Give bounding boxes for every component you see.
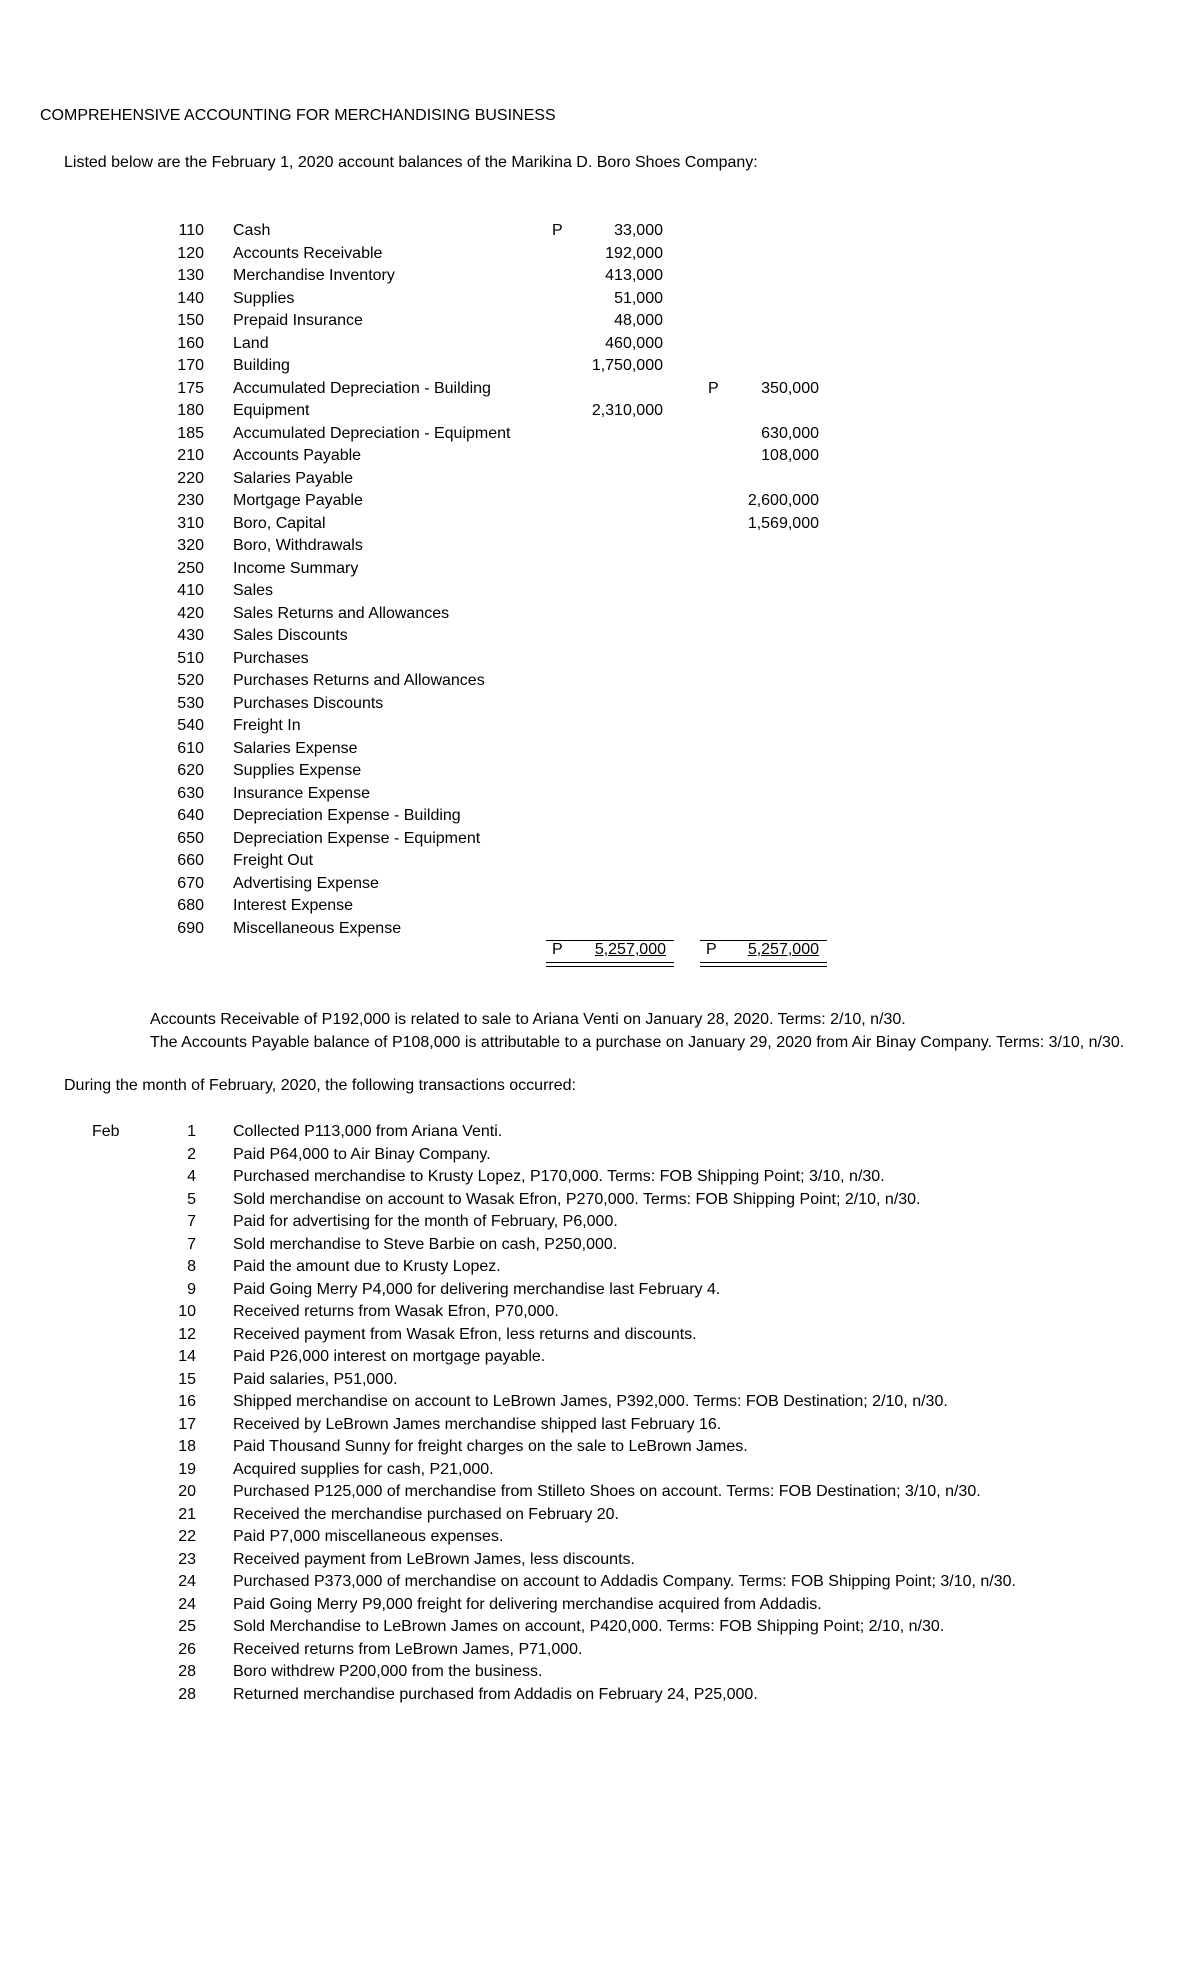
credit-amount: 2,600,000	[747, 492, 819, 509]
note-receivable: Accounts Receivable of P192,000 is related to sale to Ariana Venti on January 28, 2020. Terms: 2/10, n/30.	[150, 1011, 906, 1028]
transaction-day: 18	[178, 1438, 196, 1455]
account-number: 170	[177, 357, 204, 374]
account-name: Accumulated Depreciation - Equipment	[233, 424, 511, 442]
account-row	[0, 672, 1200, 694]
debit-amount: 51,000	[614, 289, 663, 307]
transaction-day: 9	[187, 1280, 196, 1298]
account-name: Freight In	[233, 717, 301, 734]
transaction-row	[0, 1371, 1200, 1393]
transaction-day: 1	[187, 1123, 196, 1140]
account-number: 430	[177, 627, 204, 644]
account-number: 530	[177, 694, 204, 712]
transaction-row	[0, 1551, 1200, 1573]
transaction-day: 12	[178, 1325, 196, 1343]
account-name: Supplies	[233, 289, 295, 307]
account-row	[0, 650, 1200, 672]
note-payable: The Accounts Payable balance of P108,000 is attributable to a purchase on January 29, 2020 from Air Binay Company. Terms: 3/10, n/30.	[150, 1034, 1125, 1051]
transaction-day: 2	[187, 1145, 196, 1163]
transaction-description: Received by LeBrown James merchandise shipped last February 16.	[233, 1415, 722, 1433]
transaction-day: 14	[178, 1348, 196, 1365]
account-number: 610	[177, 739, 204, 757]
account-row	[0, 447, 1200, 469]
double-rule-debit	[546, 962, 674, 967]
transaction-description: Purchased merchandise to Krusty Lopez, P170,000. Terms: FOB Shipping Point; 3/10, n/30.	[233, 1168, 885, 1185]
transaction-row	[0, 1483, 1200, 1505]
account-row	[0, 470, 1200, 492]
account-name: Interest Expense	[233, 897, 354, 914]
account-name: Supplies Expense	[233, 762, 362, 779]
transaction-day: 28	[178, 1685, 196, 1703]
transaction-day: 19	[178, 1460, 196, 1478]
account-row	[0, 695, 1200, 717]
total-credit-prefix: P	[706, 941, 717, 958]
transaction-description: Received payment from LeBrown James, less discounts.	[233, 1550, 635, 1568]
transaction-row	[0, 1168, 1200, 1190]
account-number: 160	[177, 334, 204, 352]
transaction-description: Paid the amount due to Krusty Lopez.	[233, 1258, 501, 1275]
transaction-day: 8	[187, 1258, 196, 1275]
transaction-description: Received returns from Wasak Efron, P70,000.	[233, 1303, 559, 1320]
transaction-day: 17	[178, 1415, 196, 1433]
transaction-description: Paid P26,000 interest on mortgage payable.	[233, 1348, 546, 1365]
account-number: 670	[177, 874, 204, 892]
credit-amount: 350,000	[761, 379, 819, 397]
transaction-description: Acquired supplies for cash, P21,000.	[233, 1460, 494, 1478]
account-row	[0, 402, 1200, 424]
transaction-description: Paid Going Merry P4,000 for delivering merchandise last February 4.	[233, 1280, 721, 1298]
transaction-day: 26	[178, 1640, 196, 1658]
transaction-day: 28	[178, 1663, 196, 1680]
account-row	[0, 312, 1200, 334]
transaction-day: 4	[187, 1168, 196, 1185]
transaction-row	[0, 1258, 1200, 1280]
account-row	[0, 492, 1200, 514]
transaction-row	[0, 1686, 1200, 1708]
account-row	[0, 875, 1200, 897]
account-row	[0, 740, 1200, 762]
account-name: Cash	[233, 222, 271, 239]
transaction-day: 16	[178, 1393, 196, 1410]
total-debit-prefix: P	[552, 941, 563, 958]
credit-amount: 630,000	[761, 424, 819, 442]
account-name: Prepaid Insurance	[233, 312, 363, 329]
transaction-day: 24	[178, 1573, 196, 1590]
transaction-description: Sold merchandise to Steve Barbie on cash, P250,000.	[233, 1235, 618, 1253]
debit-amount: 2,310,000	[591, 402, 663, 419]
account-row	[0, 537, 1200, 559]
transaction-row	[0, 1618, 1200, 1640]
debit-amount: 33,000	[614, 222, 663, 239]
transaction-row	[0, 1641, 1200, 1663]
transaction-day: 25	[178, 1618, 196, 1635]
account-row	[0, 267, 1200, 289]
debit-amount: 192,000	[605, 244, 663, 262]
transaction-description: Received returns from LeBrown James, P71,000.	[233, 1640, 583, 1658]
account-name: Purchases Discounts	[233, 694, 384, 712]
account-number: 175	[177, 379, 204, 397]
account-number: 130	[177, 267, 204, 284]
account-name: Income Summary	[233, 559, 359, 577]
account-name: Insurance Expense	[233, 784, 370, 802]
transaction-description: Purchased P125,000 of merchandise from Stilleto Shoes on account. Terms: FOB Destination; 3/10, n/30.	[233, 1483, 981, 1500]
account-name: Accounts Payable	[233, 447, 362, 464]
account-number: 150	[177, 312, 204, 329]
transaction-row	[0, 1303, 1200, 1325]
account-number: 680	[177, 897, 204, 914]
account-name: Purchases Returns and Allowances	[233, 672, 485, 689]
account-row	[0, 357, 1200, 379]
account-name: Boro, Withdrawals	[233, 537, 363, 554]
account-name: Sales Discounts	[233, 627, 348, 644]
transaction-day: 5	[187, 1190, 196, 1208]
transaction-day: 24	[178, 1595, 196, 1613]
account-number: 540	[177, 717, 204, 734]
transaction-day: 10	[178, 1303, 196, 1320]
account-row	[0, 852, 1200, 874]
transaction-day: 7	[187, 1235, 196, 1253]
account-row	[0, 807, 1200, 829]
account-number: 185	[177, 424, 204, 442]
account-row	[0, 717, 1200, 739]
transaction-row	[0, 1506, 1200, 1528]
transaction-row	[0, 1326, 1200, 1348]
account-number: 230	[177, 492, 204, 509]
account-row	[0, 582, 1200, 604]
account-number: 250	[177, 559, 204, 577]
account-number: 650	[177, 829, 204, 847]
account-row	[0, 425, 1200, 447]
debit-amount: 460,000	[605, 334, 663, 352]
debit-amount: 48,000	[614, 312, 663, 329]
transaction-description: Boro withdrew P200,000 from the business.	[233, 1663, 543, 1680]
account-name: Building	[233, 357, 290, 374]
account-name: Salaries Expense	[233, 739, 358, 757]
transaction-row	[0, 1281, 1200, 1303]
account-name: Salaries Payable	[233, 469, 354, 487]
transaction-row	[0, 1461, 1200, 1483]
transaction-row	[0, 1573, 1200, 1595]
debit-amount: 413,000	[605, 267, 663, 284]
account-row	[0, 785, 1200, 807]
account-number: 310	[177, 514, 204, 532]
debit-currency: P	[552, 222, 563, 239]
account-name: Freight Out	[233, 852, 314, 869]
account-number: 320	[177, 537, 204, 554]
transaction-row	[0, 1416, 1200, 1438]
transaction-row	[0, 1596, 1200, 1618]
transaction-description: Paid for advertising for the month of February, P6,000.	[233, 1213, 618, 1230]
transaction-row	[0, 1663, 1200, 1685]
account-number: 220	[177, 469, 204, 487]
transaction-row	[0, 1146, 1200, 1168]
account-row	[0, 830, 1200, 852]
account-number: 510	[177, 649, 204, 667]
total-credit-amount: 5,257,000	[747, 941, 819, 958]
total-debit-amount: 5,257,000	[594, 941, 666, 958]
transaction-day: 7	[187, 1213, 196, 1230]
transaction-description: Sold merchandise on account to Wasak Efron, P270,000. Terms: FOB Shipping Point; 2/10, n/30.	[233, 1190, 921, 1208]
account-name: Boro, Capital	[233, 514, 326, 532]
account-number: 180	[177, 402, 204, 419]
account-number: 520	[177, 672, 204, 689]
transaction-row	[0, 1528, 1200, 1550]
credit-amount: 108,000	[761, 447, 819, 464]
transaction-description: Paid P7,000 miscellaneous expenses.	[233, 1528, 504, 1545]
account-name: Depreciation Expense - Equipment	[233, 829, 481, 847]
account-number: 420	[177, 604, 204, 622]
transaction-description: Sold Merchandise to LeBrown James on account, P420,000. Terms: FOB Shipping Point; 2/10, n/30.	[233, 1618, 945, 1635]
double-rule-credit	[700, 962, 827, 967]
transaction-description: Purchased P373,000 of merchandise on account to Addadis Company. Terms: FOB Shipping Point; 3/10, n/30.	[233, 1573, 1016, 1590]
account-row	[0, 335, 1200, 357]
transaction-day: 20	[178, 1483, 196, 1500]
account-number: 640	[177, 807, 204, 824]
transaction-description: Paid salaries, P51,000.	[233, 1370, 398, 1388]
transaction-description: Collected P113,000 from Ariana Venti.	[233, 1123, 503, 1140]
transaction-row	[0, 1213, 1200, 1235]
transaction-row	[0, 1191, 1200, 1213]
account-name: Advertising Expense	[233, 874, 379, 892]
transaction-day: 22	[178, 1528, 196, 1545]
account-name: Accumulated Depreciation - Building	[233, 379, 491, 397]
intro-text: Listed below are the February 1, 2020 account balances of the Marikina D. Boro Shoes Company:	[64, 154, 758, 171]
transaction-row	[0, 1393, 1200, 1415]
transaction-row	[0, 1236, 1200, 1258]
page-title: COMPREHENSIVE ACCOUNTING FOR MERCHANDISING BUSINESS	[40, 107, 556, 124]
account-number: 110	[178, 222, 204, 239]
account-name: Accounts Receivable	[233, 244, 383, 262]
account-name: Equipment	[233, 402, 310, 419]
account-row	[0, 762, 1200, 784]
account-row	[0, 920, 1200, 942]
transaction-row	[0, 1123, 1200, 1145]
account-number: 630	[177, 784, 204, 802]
account-row	[0, 897, 1200, 919]
transaction-description: Returned merchandise purchased from Addadis on February 24, P25,000.	[233, 1685, 758, 1703]
account-name: Mortgage Payable	[233, 492, 363, 509]
transaction-description: Paid Going Merry P9,000 freight for delivering merchandise acquired from Addadis.	[233, 1595, 822, 1613]
transaction-description: Paid Thousand Sunny for freight charges on the sale to LeBrown James.	[233, 1438, 748, 1455]
transaction-day: 23	[178, 1550, 196, 1568]
account-number: 410	[177, 582, 204, 599]
transaction-description: Paid P64,000 to Air Binay Company.	[233, 1145, 491, 1163]
account-row	[0, 560, 1200, 582]
transactions-month: Feb	[92, 1123, 120, 1140]
transaction-row	[0, 1438, 1200, 1460]
account-number: 690	[177, 919, 204, 937]
transaction-row	[0, 1348, 1200, 1370]
account-row	[0, 515, 1200, 537]
transaction-description: Received the merchandise purchased on February 20.	[233, 1505, 619, 1523]
account-name: Merchandise Inventory	[233, 267, 395, 284]
account-name: Land	[233, 334, 269, 352]
account-name: Depreciation Expense - Building	[233, 807, 461, 824]
account-number: 140	[177, 289, 204, 307]
account-name: Purchases	[233, 649, 309, 667]
account-row	[0, 245, 1200, 267]
account-row	[0, 290, 1200, 312]
account-number: 210	[177, 447, 204, 464]
debit-amount: 1,750,000	[591, 357, 663, 374]
account-row	[0, 380, 1200, 402]
credit-currency: P	[708, 379, 719, 397]
account-name: Sales	[233, 582, 274, 599]
account-number: 620	[177, 762, 204, 779]
transaction-description: Received payment from Wasak Efron, less returns and discounts.	[233, 1325, 697, 1343]
transaction-day: 15	[178, 1370, 196, 1388]
transaction-description: Shipped merchandise on account to LeBrown James, P392,000. Terms: FOB Destination; 2/10, n/30.	[233, 1393, 948, 1410]
transaction-day: 21	[178, 1505, 196, 1523]
account-name: Sales Returns and Allowances	[233, 604, 450, 622]
account-row	[0, 222, 1200, 244]
account-row	[0, 605, 1200, 627]
account-name: Miscellaneous Expense	[233, 919, 402, 937]
account-row	[0, 627, 1200, 649]
credit-amount: 1,569,000	[747, 514, 819, 532]
account-number: 120	[177, 244, 204, 262]
account-number: 660	[177, 852, 204, 869]
transactions-intro: During the month of February, 2020, the following transactions occurred:	[64, 1077, 576, 1094]
